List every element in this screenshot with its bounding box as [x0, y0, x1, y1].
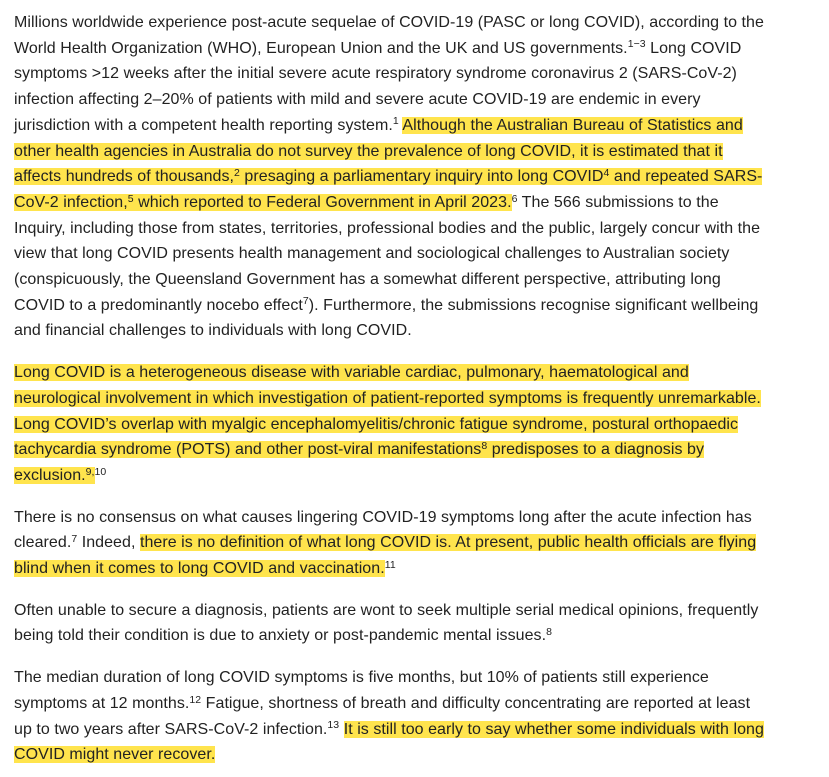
citation-superscript: 8: [546, 626, 552, 639]
text-run: predisposes to a diagnosis by exclusion.: [14, 441, 704, 484]
citation-superscript: 6: [511, 192, 518, 205]
text-run: presaging a parliamentary inquiry into long COVID: [239, 168, 604, 186]
paragraph-2: [14, 360, 766, 489]
text-run: The median duration of long COVID symptoms is five months, but 10% of patients still experience symptoms at 12 months.: [14, 669, 709, 712]
text-run: Millions worldwide experience post-acute sequelae of COVID-19 (PASC or long COVID), according to the World Health Organization (WHO), European Union and the UK and US governments.: [14, 14, 764, 57]
citation-superscript: 13: [327, 719, 340, 732]
paragraph-3: [14, 505, 766, 582]
citation-superscript: 9,: [85, 465, 95, 478]
citation-superscript: 2: [234, 166, 240, 179]
text-run: Long COVID symptoms >12 weeks after the initial severe acute respiratory syndrome coronavirus 2 (SARS-CoV-2) infection affecting 2–20% of patients with mild and severe acute COVID-19 are endemic in every jurisdiction with a competent health reporting system.: [14, 39, 742, 134]
citation-superscript: 1−3: [627, 38, 646, 51]
text-run: Long COVID is a heterogeneous disease with variable cardiac, pulmonary, haematological and neurological involvement in which investigation of patient-reported symptoms is frequently unremarkable. Long COVID’s overlap with myalgic encephalomyelitis/chronic fatigue syndrome, postural orthopaedic tachycardia syndrome (POTS) and other post-viral manifestations: [14, 364, 761, 459]
text-run: which reported to Federal Government in April 2023.: [133, 193, 512, 211]
text-run: It is still too early to say whether some individuals with long COVID might never recover.: [14, 720, 764, 764]
citation-superscript: 8: [481, 439, 488, 452]
citation-superscript: 7: [71, 533, 78, 546]
text-run: The 566 submissions to the Inquiry, including those from states, territories, professional bodies and the public, largely concur with the view that long COVID presents health management and sociological challenges to Australian society (conspicuously, the Queensland Government has a somewhat different perspective, attributing long COVID to a predominantly nocebo effect: [14, 193, 761, 314]
citation-superscript: 1: [392, 115, 399, 128]
citation-superscript: 12: [189, 693, 202, 706]
citation-superscript: 7: [302, 295, 309, 308]
text-run: Often unable to secure a diagnosis, patients are wont to seek multiple serial medical opinions, frequently being told their condition is due to anxiety or post-pandemic mental issues.: [14, 601, 759, 645]
text-run: There is no consensus on what causes lingering COVID-19 symptoms long after the acute infection has cleared.: [14, 508, 752, 552]
text-run: Fatigue, shortness of breath and difficulty concentrating are reported at least up to two years after SARS-CoV-2 infection.: [14, 694, 751, 738]
citation-superscript: 4: [603, 166, 610, 179]
text-run: Although the Australian Bureau of Statistics and other health agencies in Australia do not survey the prevalence of long COVID, it is estimated that it affects hundreds of thousands,: [14, 116, 743, 186]
citation-superscript: 5: [127, 192, 134, 205]
text-run: there is no definition of what long COVID is. At present, public health officials are flying blind when it comes to long COVID and vaccination.: [14, 534, 757, 578]
highlighted-text: [86, 467, 95, 484]
paragraph-1: [14, 10, 766, 344]
paragraph-5: [14, 665, 766, 768]
paragraph-4: [14, 598, 766, 649]
citation-superscript: 10: [94, 465, 107, 478]
citation-superscript: 11: [384, 558, 396, 571]
highlighted-text: [240, 168, 604, 185]
highlighted-text: [134, 194, 512, 211]
text-run: Indeed,: [77, 534, 140, 552]
text-run: and repeated SARS-CoV-2 infection,: [14, 168, 763, 211]
text-run: ). Furthermore, the submissions recognise significant wellbeing and financial challenges to individuals with long COVID.: [14, 296, 759, 340]
